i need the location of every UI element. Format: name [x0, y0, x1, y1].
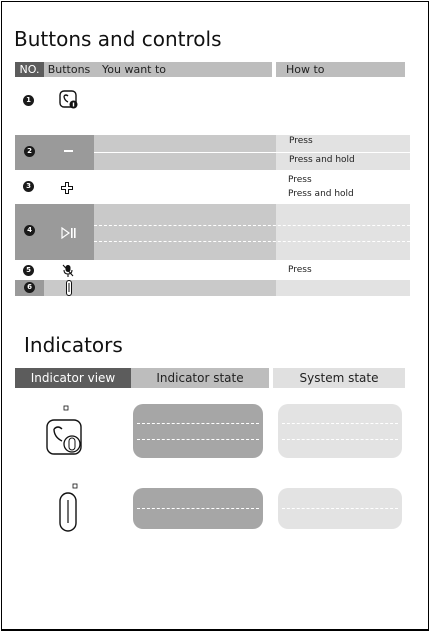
header-you-want-to: You want to — [94, 62, 272, 77]
how-to-text: Press — [289, 136, 313, 146]
row-number-badge: 4 — [24, 225, 35, 236]
phone-badge-icon — [59, 90, 79, 110]
slider-switch-icon — [66, 280, 72, 296]
header-indicator-view: Indicator view — [15, 368, 131, 388]
mic-mute-icon — [62, 263, 74, 277]
row-number-badge: 2 — [24, 146, 35, 157]
how-cell — [276, 204, 410, 260]
row-divider — [94, 225, 410, 226]
row-number-badge: 1 — [23, 95, 34, 106]
indicators-section-title: Indicators — [24, 333, 123, 357]
row-divider — [137, 439, 259, 440]
buttons-section-title: Buttons and controls — [14, 27, 222, 51]
play-pause-icon — [61, 224, 77, 236]
phone-indicator-icon — [44, 405, 84, 460]
header-indicator-state: Indicator state — [131, 368, 269, 388]
row-divider — [282, 439, 398, 440]
minus-icon — [64, 150, 73, 152]
header-how-to: How to — [276, 62, 405, 77]
header-no: NO. — [15, 62, 44, 77]
want-cell — [94, 135, 276, 152]
want-cell — [94, 280, 276, 296]
row-divider — [94, 241, 410, 242]
header-system-state: System state — [273, 368, 405, 388]
how-to-text: Press and hold — [289, 155, 355, 165]
want-cell — [94, 204, 276, 260]
how-to-text: Press — [288, 175, 312, 185]
slider-indicator-icon — [58, 483, 80, 533]
header-buttons: Buttons — [44, 62, 94, 77]
row-divider — [137, 508, 259, 509]
row-number-badge: 3 — [23, 181, 34, 192]
how-cell — [276, 280, 410, 296]
plus-icon — [61, 179, 73, 191]
indicator-state-cell — [133, 404, 263, 458]
row-divider — [282, 423, 398, 424]
row-number-badge: 5 — [23, 265, 34, 276]
want-cell — [94, 153, 276, 170]
button-cell — [44, 135, 94, 170]
row-divider — [137, 423, 259, 424]
how-to-text: Press and hold — [288, 189, 354, 199]
row-number-badge: 6 — [24, 282, 35, 293]
row-divider — [282, 508, 398, 509]
row-divider — [94, 152, 410, 153]
how-to-text: Press — [288, 265, 312, 275]
system-state-cell — [278, 404, 402, 458]
